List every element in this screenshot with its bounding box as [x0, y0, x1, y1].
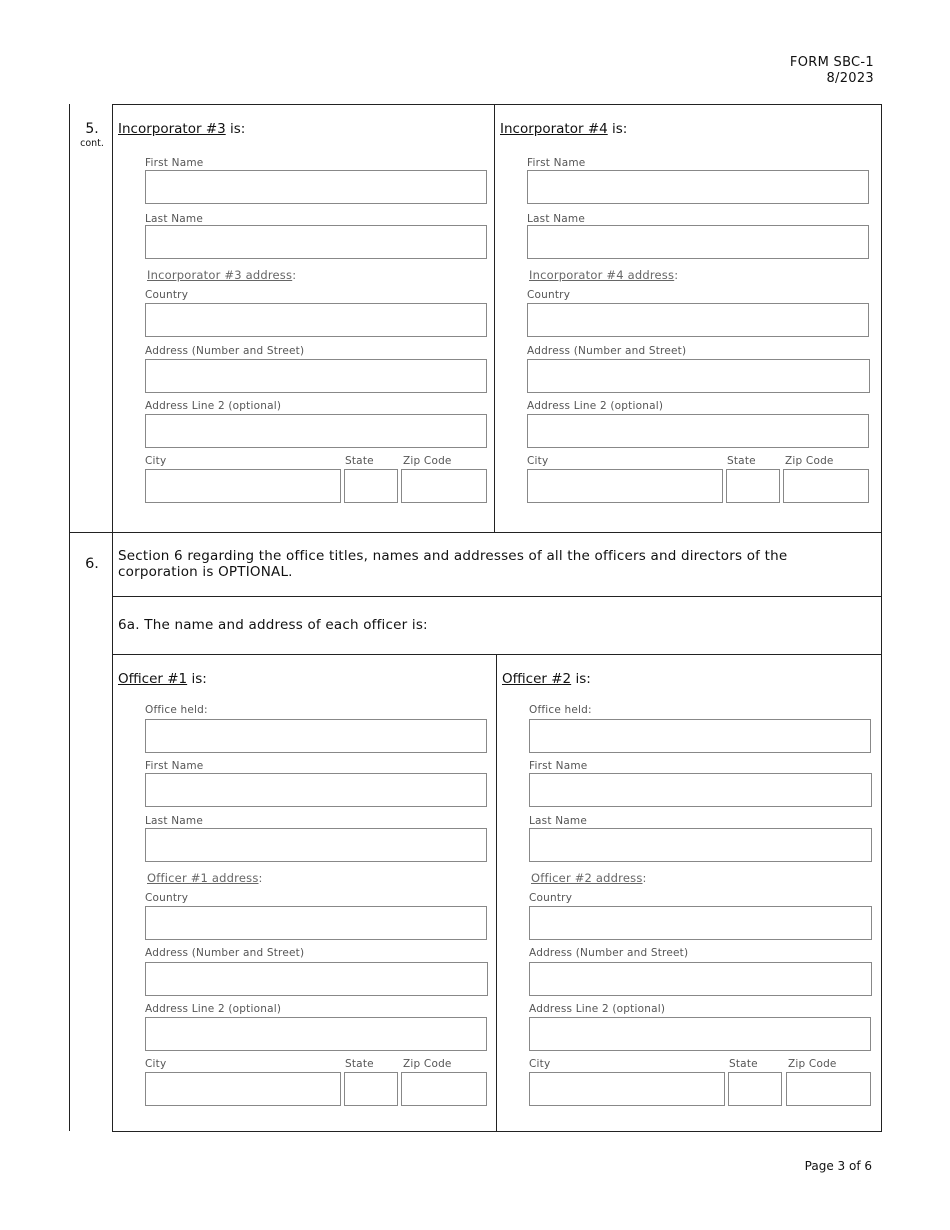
incorporator-3-title: Incorporator #3 is:	[118, 121, 246, 137]
off2-city-field[interactable]	[529, 1072, 725, 1106]
inc3-zip-field[interactable]	[401, 469, 487, 503]
off2-office-held-field[interactable]	[529, 719, 871, 753]
off2-address2-label: Address Line 2 (optional)	[529, 1003, 666, 1015]
inc3-first-name-field[interactable]	[145, 170, 487, 204]
off2-zip-field[interactable]	[786, 1072, 871, 1106]
off1-last-name-label: Last Name	[145, 815, 203, 827]
inc4-last-name-field[interactable]	[527, 225, 869, 259]
inc4-address-heading: Incorporator #4 address:	[529, 268, 679, 282]
inc4-address2-label: Address Line 2 (optional)	[527, 400, 664, 412]
form-id: FORM SBC-1	[789, 55, 874, 70]
inc4-address2-field[interactable]	[527, 414, 869, 448]
off2-address2-field[interactable]	[529, 1017, 871, 1051]
section-6-divider-1	[112, 596, 882, 597]
off1-first-name-label: First Name	[145, 760, 204, 772]
section-divider-left	[69, 532, 113, 533]
inc4-city-field[interactable]	[527, 469, 723, 503]
off1-zip-label: Zip Code	[403, 1058, 452, 1070]
form-date: 8/2023	[826, 71, 874, 86]
incorporator-4-title: Incorporator #4 is:	[500, 121, 628, 137]
off1-country-field[interactable]	[145, 906, 487, 940]
inc4-last-name-label: Last Name	[527, 213, 585, 225]
off2-first-name-label: First Name	[529, 760, 588, 772]
inc3-last-name-field[interactable]	[145, 225, 487, 259]
inc4-first-name-field[interactable]	[527, 170, 869, 204]
off2-country-label: Country	[529, 892, 573, 904]
off1-city-field[interactable]	[145, 1072, 341, 1106]
off1-address-field[interactable]	[145, 962, 488, 996]
inc4-country-label: Country	[527, 289, 571, 301]
off2-address-heading: Officer #2 address:	[531, 871, 647, 885]
inc3-state-field[interactable]	[344, 469, 398, 503]
off1-address2-field[interactable]	[145, 1017, 487, 1051]
off1-first-name-field[interactable]	[145, 773, 487, 807]
inc4-first-name-label: First Name	[527, 157, 586, 169]
off1-office-held-label: Office held:	[145, 704, 208, 716]
off2-first-name-field[interactable]	[529, 773, 872, 807]
inc3-address-label: Address (Number and Street)	[145, 345, 305, 357]
inc3-address2-field[interactable]	[145, 414, 487, 448]
section-6-column-divider	[496, 654, 497, 1132]
off1-last-name-field[interactable]	[145, 828, 487, 862]
left-margin-line	[69, 104, 70, 1131]
officer-2-title: Officer #2 is:	[502, 671, 591, 687]
inc3-first-name-label: First Name	[145, 157, 204, 169]
inc3-zip-label: Zip Code	[403, 455, 452, 467]
inc3-address2-label: Address Line 2 (optional)	[145, 400, 282, 412]
inc4-address-label: Address (Number and Street)	[527, 345, 687, 357]
off2-state-field[interactable]	[728, 1072, 782, 1106]
off2-last-name-label: Last Name	[529, 815, 587, 827]
section-number-5: 5.	[85, 121, 99, 137]
inc3-country-field[interactable]	[145, 303, 487, 337]
inc3-address-field[interactable]	[145, 359, 487, 393]
section-5-column-divider	[494, 104, 495, 533]
inc4-state-label: State	[727, 455, 756, 467]
inc3-state-label: State	[345, 455, 374, 467]
inc3-last-name-label: Last Name	[145, 213, 203, 225]
off1-city-label: City	[145, 1058, 167, 1070]
off2-address-label: Address (Number and Street)	[529, 947, 689, 959]
section-6-intro: Section 6 regarding the office titles, names and addresses of all the officers and directors of the corporation is OPTIONAL.	[118, 548, 788, 580]
off1-country-label: Country	[145, 892, 189, 904]
off2-last-name-field[interactable]	[529, 828, 872, 862]
inc4-zip-field[interactable]	[783, 469, 869, 503]
inc3-country-label: Country	[145, 289, 189, 301]
off1-state-label: State	[345, 1058, 374, 1070]
inc3-address-heading: Incorporator #3 address:	[147, 268, 297, 282]
page-number: Page 3 of 6	[804, 1159, 872, 1173]
off2-state-label: State	[729, 1058, 758, 1070]
section-6-divider-2	[112, 654, 882, 655]
off1-address2-label: Address Line 2 (optional)	[145, 1003, 282, 1015]
inc3-city-label: City	[145, 455, 167, 467]
off2-office-held-label: Office held:	[529, 704, 592, 716]
off2-address-field[interactable]	[529, 962, 872, 996]
off1-state-field[interactable]	[344, 1072, 398, 1106]
off2-zip-label: Zip Code	[788, 1058, 837, 1070]
inc4-zip-label: Zip Code	[785, 455, 834, 467]
inc3-city-field[interactable]	[145, 469, 341, 503]
off1-office-held-field[interactable]	[145, 719, 487, 753]
officer-1-title: Officer #1 is:	[118, 671, 207, 687]
off1-address-label: Address (Number and Street)	[145, 947, 305, 959]
inc4-state-field[interactable]	[726, 469, 780, 503]
section-6a-heading: 6a. The name and address of each officer is:	[118, 617, 428, 633]
off1-zip-field[interactable]	[401, 1072, 487, 1106]
inc4-address-field[interactable]	[527, 359, 870, 393]
section-number-6: 6.	[85, 556, 99, 572]
inc4-country-field[interactable]	[527, 303, 869, 337]
off2-city-label: City	[529, 1058, 551, 1070]
off1-address-heading: Officer #1 address:	[147, 871, 263, 885]
inc4-city-label: City	[527, 455, 549, 467]
off2-country-field[interactable]	[529, 906, 872, 940]
section-continued-label: cont.	[80, 138, 104, 149]
